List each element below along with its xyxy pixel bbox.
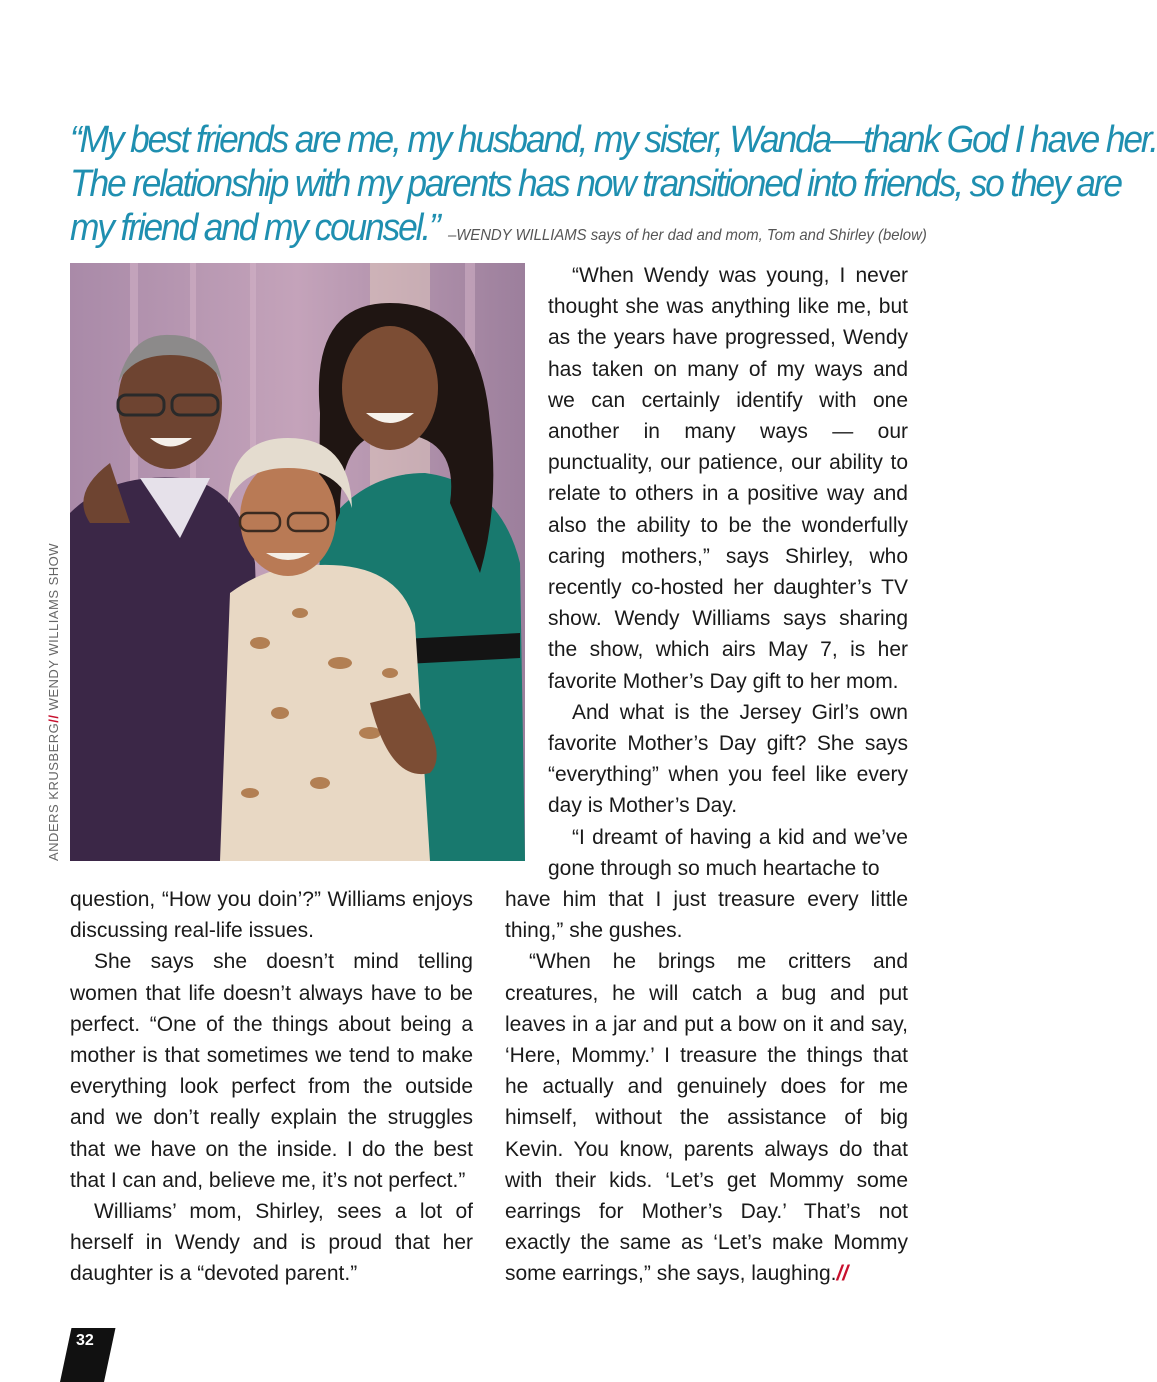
article-paragraph: She says she doesn’t mind telling women that life doesn’t always have to be perfect. “One of the things about being a mother is that sometimes we tend to make everything look perfect from the outside and we don’t really explain the struggles that we have on the inside. I do the best that I can and, believe me, it’s not perfect.” (70, 950, 473, 1192)
article-column-right-bottom (505, 884, 908, 1290)
article-paragraph-last-text: “When he brings me critters and creatures, he will catch a bug and put leaves in a jar and put a bow on it and say, ‘Here, Mommy.’ I treasure the things that he actually and genuinely does for me himself, without the assistance of big Kevin. You know, parents always do that with their kids. ‘Let’s get Mommy some earrings for Mother’s Day.’ That’s not exactly the same as ‘Let’s make Mommy some earrings,” she says, laughing. (505, 950, 908, 1286)
pull-quote-line-1: “My best friends are me, my husband, my sister, Wanda—thank God I have her. (70, 119, 1157, 161)
page-number: 32 (76, 1332, 94, 1349)
article-paragraph: “I dreamt of having a kid and we’ve gone through so much heartache to (548, 825, 908, 880)
end-mark: // (836, 1262, 849, 1286)
article-paragraph: “When Wendy was young, I never thought she was anything like me, but as the years have progressed, Wendy has taken on many of my ways and we can certainly identify with one another in many ways — our punctuality, our patience, our ability to relate to others in a positive way and also the ability to be the wonderfully caring mothers,” says Shirley, who recently co-hosted her daughter’s TV show. Wendy Williams says sharing the show, which airs May 7, is her favorite Mother’s Day gift to her mom. (548, 264, 908, 693)
pull-quote-line-3-text: my friend and my counsel.” (70, 207, 439, 249)
article-paragraph: have him that I just treasure every little thing,” she gushes. (505, 888, 908, 943)
article-paragraph-last (505, 946, 908, 1289)
photo-credit-name: ANDERS KRUSBERG (46, 722, 61, 861)
article-paragraph: And what is the Jersey Girl’s own favorite Mother’s Day gift? She says “everything” when you feel like every day is Mother’s Day. (548, 700, 908, 818)
family-photo (70, 263, 525, 861)
quote-attribution: –WENDY WILLIAMS says of her dad and mom, Tom and Shirley (below) (447, 227, 927, 244)
article-paragraph: Williams’ mom, Shirley, sees a lot of herself in Wendy and is proud that her daughter is a “devoted parent.” (70, 1200, 473, 1286)
photo-credit-source: WENDY WILLIAMS SHOW (46, 542, 61, 715)
pull-quote (70, 118, 1157, 258)
article-column-right-top (548, 260, 908, 884)
pull-quote-line-3 (70, 206, 927, 258)
photo-credit (46, 543, 61, 861)
pull-quote-line-2: The relationship with my parents has now transitioned into friends, so they are (70, 163, 1121, 205)
photo-credit-separator: // (46, 714, 61, 723)
article-paragraph: question, “How you doin’?” Williams enjoys discussing real-life issues. (70, 888, 473, 943)
article-column-left (70, 884, 473, 1290)
